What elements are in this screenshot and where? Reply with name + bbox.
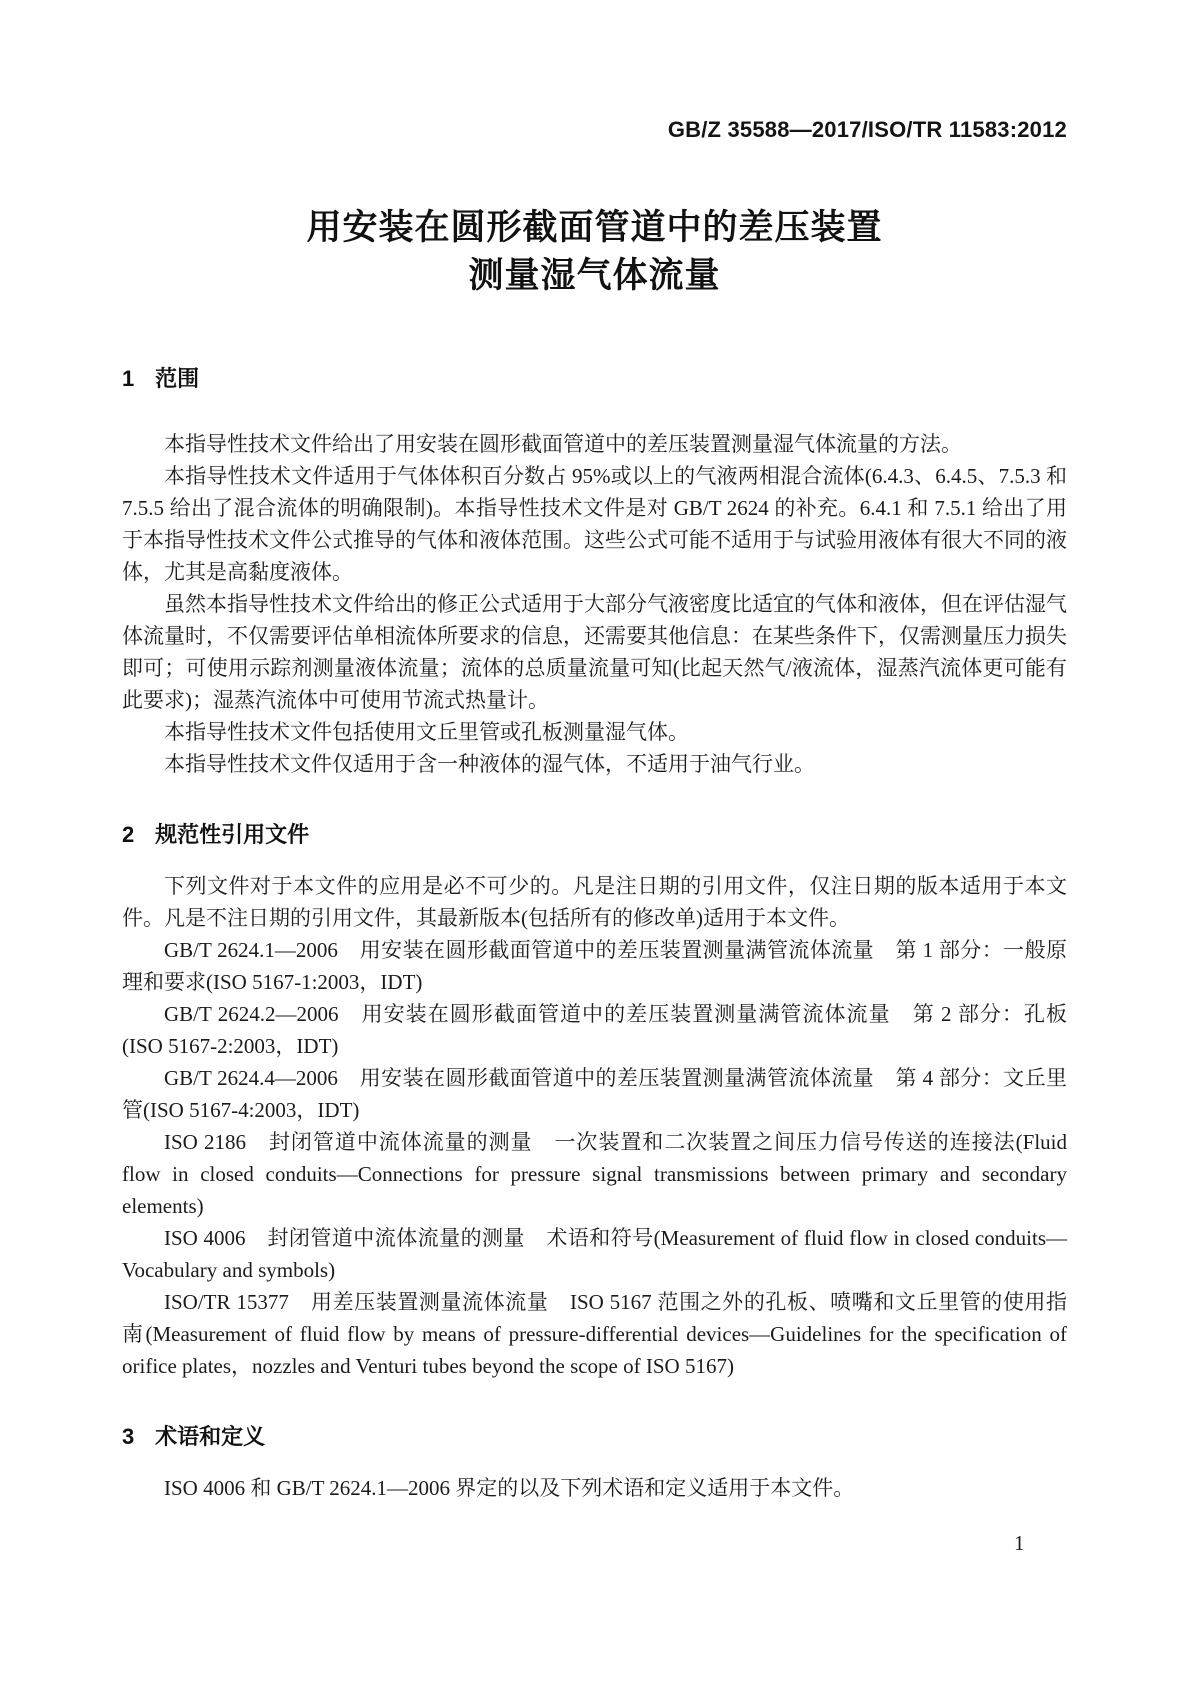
reference-entry-iso-tr-15377: ISO/TR 15377 用差压装置测量流体流量 ISO 5167 范围之外的孔板、喷嘴和文丘里管的使用指南(Measurement of fluid flow by means of pressure-differential devices—Guidelines for the specification of orifice plates，nozzles and Venturi tubes beyond the scope of ISO 5167): [122, 1290, 1067, 1378]
scope-paragraph-1: 本指导性技术文件给出了用安装在圆形截面管道中的差压装置测量湿气体流量的方法。: [164, 432, 962, 456]
reference-entry-gbt-2624-1: GB/T 2624.1—2006 用安装在圆形截面管道中的差压装置测量满管流体流量 第 1 部分：一般原理和要求(ISO 5167-1:2003，IDT): [122, 938, 1067, 994]
scope-paragraph-3: 虽然本指导性技术文件给出的修正公式适用于大部分气液密度比适宜的气体和液体，但在评估湿气体流量时，不仅需要评估单相流体所要求的信息，还需要其他信息：在某些条件下，仅需测量压力损失即可；可使用示踪剂测量液体流量；流体的总质量流量可知(比起天然气/液流体，湿蒸汽流体更可能有此要求)；湿蒸汽流体中可使用节流式热量计。: [122, 592, 1067, 712]
scope-paragraph-4: 本指导性技术文件包括使用文丘里管或孔板测量湿气体。: [164, 720, 689, 744]
reference-entry-gbt-2624-4: GB/T 2624.4—2006 用安装在圆形截面管道中的差压装置测量满管流体流量 第 4 部分：文丘里管(ISO 5167-4:2003，IDT): [122, 1066, 1067, 1122]
title-line-2: 测量湿气体流量: [468, 256, 721, 295]
section-2-number: 2: [122, 822, 135, 847]
scope-paragraph-2: 本指导性技术文件适用于气体体积百分数占 95%或以上的气液两相混合流体(6.4.3、6.4.5、7.5.3 和 7.5.5 给出了混合流体的明确限制)。本指导性技术文件是对 GB/T 2624 的补充。6.4.1 和 7.5.1 给出了用于本指导性技术文件公式推导的气体和液体范围。这些公式可能不适用于与试验用液体有很大不同的液体，尤其是高黏度液体。: [122, 464, 1067, 584]
section-2-heading: [122, 820, 1067, 850]
section-scope: [122, 364, 1067, 780]
section-2-title: 规范性引用文件: [155, 822, 310, 847]
title-line-1: 用安装在圆形截面管道中的差压装置: [306, 208, 883, 247]
reference-entry-iso-2186: ISO 2186 封闭管道中流体流量的测量 一次装置和二次装置之间压力信号传送的连接法(Fluid flow in closed conduits—Connections for pressure signal transmissions between primary and secondary elements): [122, 1130, 1067, 1218]
section-3-number: 3: [122, 1424, 135, 1449]
terms-intro-paragraph: ISO 4006 和 GB/T 2624.1—2006 界定的以及下列术语和定义适用于本文件。: [164, 1476, 855, 1500]
section-normative-references: [122, 820, 1067, 1382]
reference-entry-gbt-2624-2: GB/T 2624.2—2006 用安装在圆形截面管道中的差压装置测量满管流体流量 第 2 部分：孔板(ISO 5167-2:2003，IDT): [122, 1002, 1067, 1058]
section-3-heading: [122, 1422, 1067, 1452]
scope-paragraph-5: 本指导性技术文件仅适用于含一种液体的湿气体，不适用于油气行业。: [164, 752, 815, 776]
document-title: [122, 204, 1067, 300]
section-1-title: 范围: [155, 366, 200, 391]
section-3-title: 术语和定义: [155, 1424, 266, 1449]
reference-entry-iso-4006: ISO 4006 封闭管道中流体流量的测量 术语和符号(Measurement of fluid flow in closed conduits—Vocabulary and symbols): [122, 1226, 1067, 1282]
references-intro-paragraph: 下列文件对于本文件的应用是必不可少的。凡是注日期的引用文件，仅注日期的版本适用于本文件。凡是不注日期的引用文件，其最新版本(包括所有的修改单)适用于本文件。: [122, 874, 1067, 930]
section-1-heading: [122, 364, 1067, 394]
section-terms-definitions: [122, 1422, 1067, 1504]
page-number: 1: [1014, 1531, 1025, 1555]
standard-code-header: GB/Z 35588—2017/ISO/TR 11583:2012: [667, 117, 1067, 142]
section-1-number: 1: [122, 366, 135, 391]
